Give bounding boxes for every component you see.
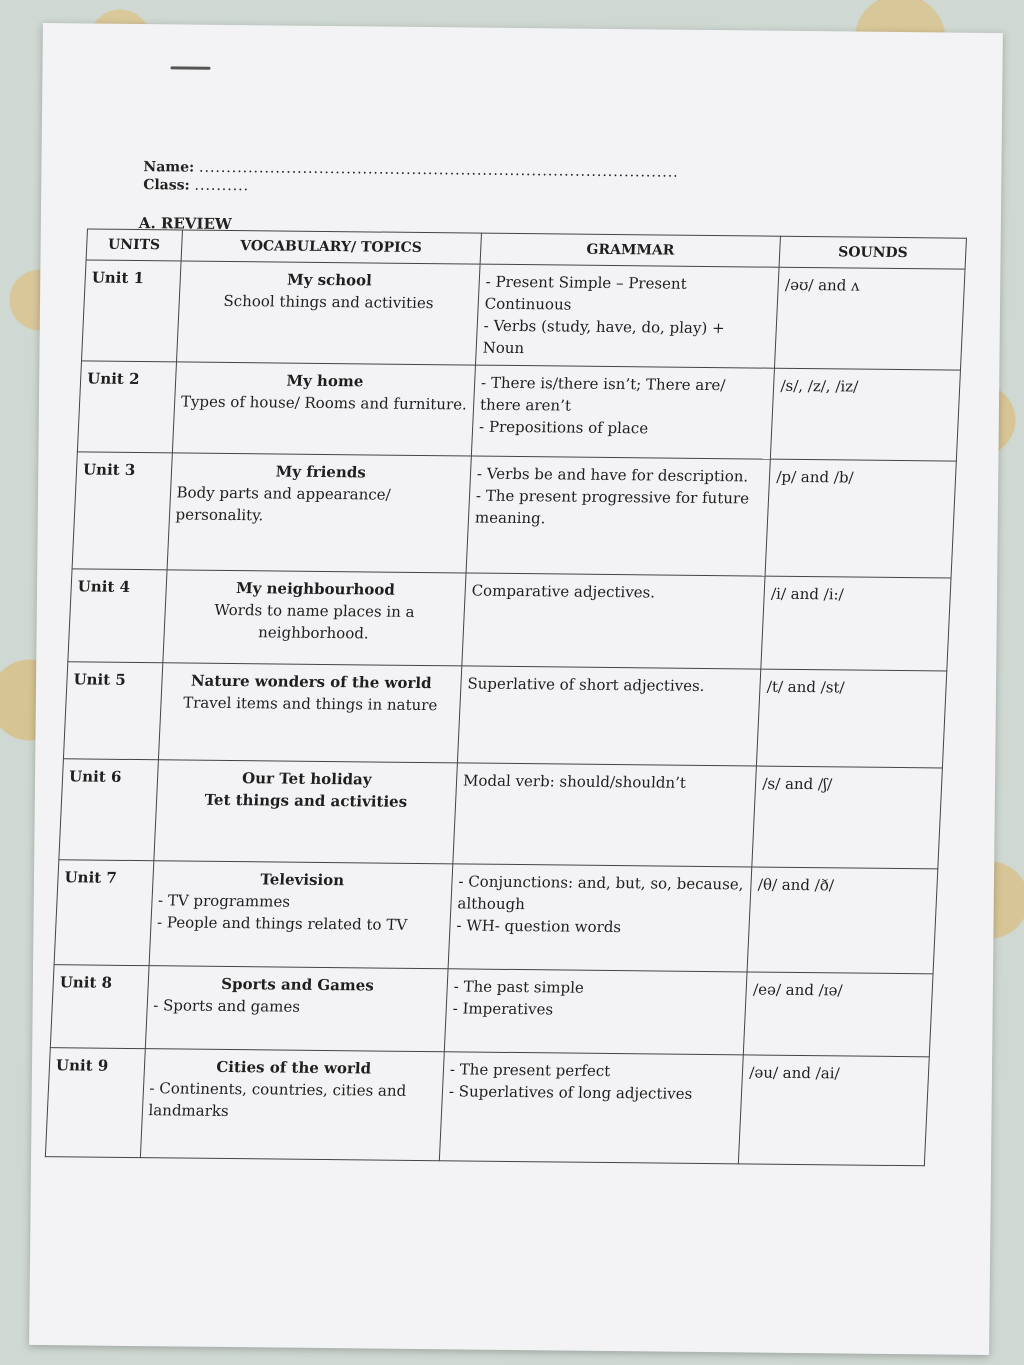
grammar-line: - Verbs (study, have, do, play) + Noun [482,316,726,358]
vocab-cell [158,663,462,763]
sounds-cell: /əu/ and /ai/ [739,1055,930,1166]
col-header-grammar: GRAMMAR [480,233,781,267]
col-header-units: UNITS [86,229,182,261]
topic-title: Our Tet holiday [241,769,372,789]
review-table [45,228,967,1166]
section-title: A. REVIEW [138,214,232,233]
table-row [72,452,956,578]
vocab-line: Types of house/ Rooms and furniture. [180,392,468,414]
grammar-cell [475,264,779,368]
unit-cell: Unit 8 [50,965,148,1049]
name-label: Name: [143,159,195,176]
sounds-cell: /s/, /z/, /iz/ [771,368,961,461]
col-header-vocabulary: VOCABULARY/ TOPICS [181,230,482,264]
grammar-cell [466,456,771,576]
topic-title: My neighbourhood [235,579,396,599]
grammar-line: - The past simple [453,977,585,997]
grammar-line: - The present perfect [449,1060,611,1081]
name-dots: ........................................................................................ [198,159,679,181]
grammar-line: - Imperatives [452,999,554,1019]
vocab-line: Words to name places in a neighborhood. [213,600,415,643]
grammar-line: - Conjunctions: and, but, so, because, although [457,872,744,914]
sounds-cell: /s/ and /ʃ/ [752,766,942,869]
sounds-cell: /θ/ and /ð/ [747,867,937,974]
grammar-line: - Superlatives of long adjectives [448,1082,693,1103]
table-row [45,1048,929,1166]
grammar-line: - Present Simple – Present Continuous [484,272,688,314]
grammar-cell [453,763,757,867]
table-row [82,260,966,370]
sounds-cell: /i/ and /i:/ [761,576,951,671]
grammar-line: Comparative adjectives. [471,581,656,602]
vocab-line: Travel items and things in nature [182,693,438,715]
vocab-line: School things and activities [223,291,434,313]
unit-cell: Unit 2 [77,361,176,453]
topic-title: My friends [275,462,367,482]
vocab-cell [167,453,472,573]
grammar-cell [439,1052,743,1164]
vocab-cell [149,861,453,969]
sounds-cell: /t/ and /st/ [757,669,947,768]
unit-cell: Unit 3 [72,452,172,570]
grammar-line: - Prepositions of place [478,417,649,438]
table-row [59,759,943,869]
vocab-line: - People and things related to TV [156,913,408,934]
grammar-cell [462,573,766,669]
unit-cell: Unit 4 [68,569,167,663]
sounds-cell: /eə/ and /ɪə/ [744,972,933,1057]
col-header-sounds: SOUNDS [779,236,966,269]
topic-title: Sports and Games [220,974,375,995]
table-row [63,662,946,768]
unit-cell: Unit 1 [82,260,181,362]
vocab-line: Body parts and appearance/ personality. [175,483,392,525]
grammar-cell [444,969,747,1055]
topic-title: Television [260,870,345,890]
grammar-cell [471,365,775,459]
grammar-line: - Verbs be and have for description. [476,464,749,486]
topic-title: Cities of the world [215,1057,372,1078]
grammar-line: Superlative of short adjectives. [467,674,705,695]
grammar-cell [448,864,752,972]
vocab-line: - Continents, countries, cities and landmarks [148,1079,407,1121]
topic-title: Nature wonders of the world [190,671,432,693]
grammar-cell [457,666,761,766]
vocab-cell [162,570,466,666]
grammar-line: - The present progressive for future meaning. [474,486,750,528]
topic-title: My home [286,371,364,391]
vocab-cell [176,261,480,365]
grammar-line: - There is/there isn’t; There are/ there aren’t [479,373,726,415]
grammar-line: - WH- question words [456,916,622,937]
unit-cell: Unit 9 [45,1048,144,1158]
sounds-cell: /p/ and /b/ [765,459,956,578]
grammar-line: Modal verb: should/shouldn’t [462,771,687,792]
vocab-line: - Sports and games [152,996,301,1016]
vocab-line: Tet things and activities [204,790,408,811]
table-row [54,860,938,974]
table-row [77,361,960,461]
pen-mark [170,66,210,69]
vocab-cell [153,760,457,864]
unit-cell: Unit 5 [63,662,162,760]
table-row [50,965,933,1057]
topic-title: My school [286,270,373,290]
vocab-cell [172,362,476,456]
unit-cell: Unit 6 [59,759,158,861]
vocab-cell [145,966,448,1052]
vocab-line: - TV programmes [157,891,291,911]
class-dots: .......... [194,177,250,195]
class-label: Class: [143,177,190,194]
vocab-cell [140,1049,444,1161]
sounds-cell: /əʊ/ and ʌ [775,267,965,370]
worksheet-paper [29,23,1003,1355]
student-info [143,158,679,200]
unit-cell: Unit 7 [54,860,153,966]
table-row [68,569,951,671]
